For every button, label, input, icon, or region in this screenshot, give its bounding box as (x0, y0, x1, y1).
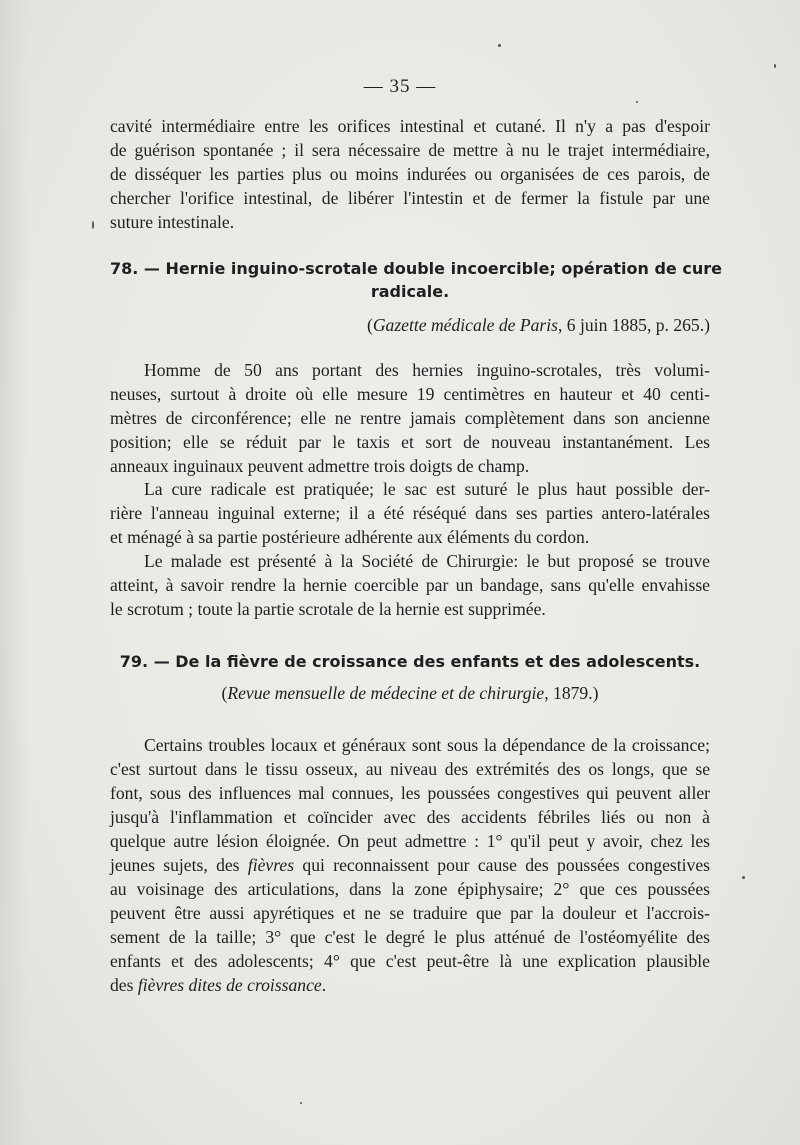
page-speck (300, 1102, 302, 1104)
section-78-paragraph-3 (110, 549, 710, 621)
page-edge-shadow (0, 0, 28, 1145)
text-line: La cure radicale est pratiquée; le sac est suturé le plus haut possible der- (144, 479, 710, 499)
heading-line: radicale. (370, 282, 450, 301)
text-line: quelque autre lésion éloignée. On peut admettre : 1° qu'il peut y avoir, chez les (110, 831, 710, 851)
heading-line: 78. — Hernie inguino-scrotale double incoercible; opération de cure (110, 259, 722, 278)
text-line: et ménagé à sa partie postérieure adhérente aux éléments du cordon. (110, 527, 590, 547)
text-line: jeunes sujets, des fièvres qui reconnaissent pour cause des poussées congestives (110, 855, 710, 875)
text-line: au voisinage des articulations, dans la zone épiphysaire; 2° que ces poussées (110, 879, 710, 899)
text-line: neuses, surtout à droite où elle mesure 19 centimètres en hauteur et 40 centi- (110, 384, 710, 404)
source-journal: Revue mensuelle de médecine et de chirurgie (227, 683, 545, 703)
text-line: de guérison spontanée ; il sera nécessaire de mettre à nu le trajet intermédiaire, (110, 140, 710, 160)
section-78-paragraph-1 (110, 358, 710, 478)
text-line: font, sous des influences mal connues, les poussées congestives qui peuvent aller (110, 783, 710, 803)
text-line: anneaux inguinaux peuvent admettre trois doigts de champ. (110, 456, 530, 476)
text-line: rière l'anneau inguinal externe; il a été réséqué dans ses parties antero-latérales (110, 503, 710, 523)
section-79-source: (Revue mensuelle de médecine et de chirurgie, 1879.) (221, 683, 599, 703)
text-line: atteint, à savoir rendre la hernie coercible par un bandage, sans qu'elle envahisse (110, 575, 710, 595)
text-line: c'est surtout dans le tissu osseux, au niveau des extrémités des os longs, que se (110, 759, 710, 779)
page-number: — 35 — (363, 76, 437, 97)
text-line: jusqu'à l'inflammation et coïncider avec des accidents fébriles liés ou non à (110, 807, 710, 827)
text-line: peuvent être aussi apyrétiques et ne se traduire que par la douleur et l'accrois- (110, 903, 710, 923)
page-speck (774, 64, 776, 68)
text-line: des fièvres dites de croissance. (110, 975, 327, 995)
italic-term: fièvres dites de croissance (137, 975, 322, 995)
heading-line: 79. — De la fièvre de croissance des enfants et des adolescents. (119, 652, 701, 671)
italic-term: fièvres (247, 855, 295, 875)
text-line: cavité intermédiaire entre les orifices intestinal et cutané. Il n'y a pas d'espoir (110, 116, 710, 136)
page-speck (742, 876, 745, 879)
page-speck (498, 44, 501, 47)
source-journal: Gazette médicale de Paris (372, 315, 558, 335)
section-79-paragraph (110, 733, 710, 997)
text-line: suture intestinale. (110, 212, 235, 232)
text-line: Certains troubles locaux et généraux sont sous la dépendance de la croissance; (144, 735, 710, 755)
text-line: Homme de 50 ans portant des hernies inguino-scrotales, très volumi- (144, 360, 710, 380)
text-line: le scrotum ; toute la partie scrotale de la hernie est supprimée. (110, 599, 546, 619)
text-line: de disséquer les parties plus ou moins indurées ou organisées de ces parois, de (110, 164, 710, 184)
page-speck (92, 221, 94, 229)
text-line: mètres de circonférence; elle ne rentre jamais complètement dans son ancienne (110, 408, 710, 428)
page-speck (636, 101, 638, 103)
section-78-heading (110, 257, 722, 303)
section-78-paragraph-2 (110, 477, 710, 549)
text-line: Le malade est présenté à la Société de Chirurgie: le but proposé se trouve (144, 551, 710, 571)
text-line: sement de la taille; 3° que c'est le degré le plus atténué de l'ostéomyélite des (110, 927, 710, 947)
section-78-source: (Gazette médicale de Paris, 6 juin 1885, p. 265.) (366, 315, 710, 335)
text-line: position; elle se réduit par le taxis et sort de nouveau instantanément. Les (110, 432, 710, 452)
text-line: chercher l'orifice intestinal, de libérer l'intestin et de fermer la fistule par une (110, 188, 710, 208)
intro-paragraph (110, 114, 710, 234)
text-line: enfants et des adolescents; 4° que c'est peut-être là une explication plausible (110, 951, 710, 971)
section-79-heading (110, 650, 710, 673)
